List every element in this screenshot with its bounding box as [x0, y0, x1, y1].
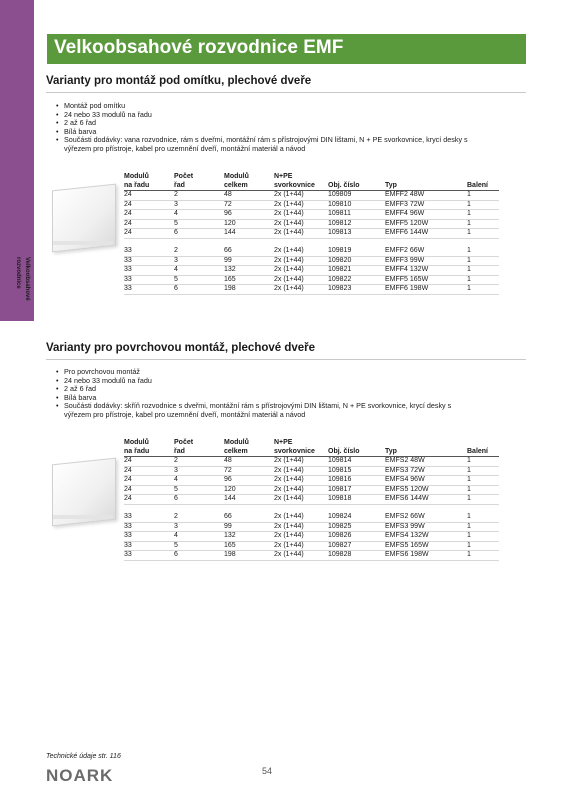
table-cell: 165 — [224, 541, 274, 551]
table-cell: 1 — [467, 200, 499, 210]
table-cell: 1 — [467, 532, 499, 542]
table-cell: 1 — [467, 513, 499, 522]
table-cell: 1 — [467, 476, 499, 486]
feature-item: • Montáž pod omítku — [56, 102, 476, 111]
table-cell: EMFF2 48W — [385, 191, 467, 201]
table-row — [124, 266, 499, 276]
table-row — [124, 256, 499, 266]
table-cell: 2 — [174, 457, 224, 467]
table-cell: 96 — [224, 210, 274, 220]
table-cell: EMFF3 72W — [385, 200, 467, 210]
table-cell: 132 — [224, 532, 274, 542]
table-cell: 1 — [467, 495, 499, 505]
section-title-surface: Varianty pro povrchovou montáž, plechové dveře — [46, 342, 316, 354]
feature-item: • Bílá barva — [56, 394, 476, 403]
table-cell: 6 — [174, 551, 224, 561]
section-divider — [46, 92, 526, 93]
table-cell: 33 — [124, 266, 174, 276]
table-cell: 24 — [124, 191, 174, 201]
table-cell: 2x (1+44) — [274, 266, 328, 276]
table-cell: EMFF6 198W — [385, 285, 467, 295]
column-header: N+PE svorkovnice — [274, 173, 315, 189]
table-cell: 2x (1+44) — [274, 457, 328, 467]
table-cell: 66 — [224, 513, 274, 522]
table-cell: 99 — [224, 522, 274, 532]
table-cell: 2x (1+44) — [274, 495, 328, 505]
table-cell: 2x (1+44) — [274, 200, 328, 210]
table-cell: 2x (1+44) — [274, 210, 328, 220]
table-cell: 109827 — [328, 541, 385, 551]
table-cell: 109820 — [328, 256, 385, 266]
table-cell: EMFS2 48W — [385, 457, 467, 467]
table-cell: EMFF5 165W — [385, 275, 467, 285]
table-cell: EMFF5 120W — [385, 219, 467, 229]
table-cell: 1 — [467, 522, 499, 532]
table-cell: 1 — [467, 285, 499, 295]
table-row — [124, 210, 499, 220]
table-cell: 1 — [467, 266, 499, 276]
section-title-flush: Varianty pro montáž pod omítku, plechové dveře — [46, 75, 312, 87]
table-row — [124, 476, 499, 486]
table-cell: 99 — [224, 256, 274, 266]
table-cell: EMFF3 99W — [385, 256, 467, 266]
table-cell: 2x (1+44) — [274, 541, 328, 551]
table-cell: 120 — [224, 219, 274, 229]
technical-data-note: Technické údaje str. 116 — [46, 753, 121, 760]
table-cell: 33 — [124, 522, 174, 532]
table-cell: 2x (1+44) — [274, 551, 328, 561]
table-cell: EMFS5 165W — [385, 541, 467, 551]
table-row — [124, 200, 499, 210]
table-row — [124, 513, 499, 522]
table-cell: 2x (1+44) — [274, 229, 328, 239]
table-cell: 109809 — [328, 191, 385, 201]
table-cell: 109811 — [328, 210, 385, 220]
table-cell: 48 — [224, 191, 274, 201]
table-cell: EMFS2 66W — [385, 513, 467, 522]
table-cell: 4 — [174, 266, 224, 276]
table-cell: EMFS3 99W — [385, 522, 467, 532]
table-cell: 109823 — [328, 285, 385, 295]
table-cell: 33 — [124, 513, 174, 522]
table-row — [124, 495, 499, 505]
table-cell: 1 — [467, 466, 499, 476]
column-header: Balení — [467, 181, 489, 189]
header-bar — [47, 34, 526, 64]
table-cell: 2x (1+44) — [274, 191, 328, 201]
table-cell: 33 — [124, 551, 174, 561]
table-cell: 4 — [174, 532, 224, 542]
table-cell: 72 — [224, 466, 274, 476]
table-cell: 2x (1+44) — [274, 485, 328, 495]
table-cell: 198 — [224, 551, 274, 561]
feature-item: • Součásti dodávky: skříň rozvodnice s dveřmi, montážní rám s přístrojovými DIN lištami, N + PE svorkovnice, krycí desky s výřezem pro přístroje, kabel pro uzemnění dveří, montážní materiál a návod — [56, 402, 476, 419]
column-header: Počet řad — [174, 439, 194, 455]
table-cell: 33 — [124, 256, 174, 266]
table-cell: 2 — [174, 191, 224, 201]
column-header: Obj. číslo — [328, 181, 360, 189]
table-cell: 1 — [467, 541, 499, 551]
table-cell: EMFS3 72W — [385, 466, 467, 476]
table-cell: 96 — [224, 476, 274, 486]
table-cell: 109825 — [328, 522, 385, 532]
table-header-row — [124, 436, 499, 457]
table-cell: 1 — [467, 457, 499, 467]
column-header: N+PE svorkovnice — [274, 439, 315, 455]
table-cell: 72 — [224, 200, 274, 210]
table-cell: 1 — [467, 210, 499, 220]
table-cell: 4 — [174, 476, 224, 486]
table-cell: 24 — [124, 229, 174, 239]
table-cell: 24 — [124, 210, 174, 220]
table-cell: 109824 — [328, 513, 385, 522]
table-cell: 109819 — [328, 247, 385, 256]
side-tab-label — [3, 257, 31, 317]
table-cell: 144 — [224, 495, 274, 505]
table-cell: 2x (1+44) — [274, 532, 328, 542]
table-row — [124, 541, 499, 551]
table-cell: 24 — [124, 219, 174, 229]
table-cell: 2x (1+44) — [274, 285, 328, 295]
table-cell: 5 — [174, 219, 224, 229]
table-cell: 165 — [224, 275, 274, 285]
table-cell: 5 — [174, 485, 224, 495]
table-row — [124, 285, 499, 295]
feature-item: • Součásti dodávky: vana rozvodnice, rám s dveřmi, montážní rám s přístrojovými DIN lištami, N + PE svorkovnice, krycí desky s výřezem pro přístroje, kabel pro uzemnění dveří, montážní materiál a návod — [56, 136, 476, 153]
feature-list-flush — [56, 102, 476, 154]
table-cell: 24 — [124, 200, 174, 210]
table-cell: 2x (1+44) — [274, 219, 328, 229]
table-group-gap — [124, 238, 499, 247]
table-cell: 2x (1+44) — [274, 256, 328, 266]
table-cell: 2x (1+44) — [274, 247, 328, 256]
table-cell: EMFS4 132W — [385, 532, 467, 542]
table-row — [124, 229, 499, 239]
table-cell: 33 — [124, 275, 174, 285]
table-cell: 109828 — [328, 551, 385, 561]
table-cell: 109818 — [328, 495, 385, 505]
table-cell: 3 — [174, 522, 224, 532]
table-row — [124, 191, 499, 201]
table-cell: 2 — [174, 513, 224, 522]
table-cell: EMFS6 198W — [385, 551, 467, 561]
table-cell: 6 — [174, 229, 224, 239]
table-cell: 24 — [124, 466, 174, 476]
table-cell: EMFF2 66W — [385, 247, 467, 256]
table-cell: EMFS6 144W — [385, 495, 467, 505]
table-cell: 1 — [467, 256, 499, 266]
table-cell: 3 — [174, 466, 224, 476]
table-cell: 24 — [124, 457, 174, 467]
table-cell: 198 — [224, 285, 274, 295]
table-cell: 6 — [174, 285, 224, 295]
table-cell: 1 — [467, 485, 499, 495]
table-cell: 24 — [124, 485, 174, 495]
column-header: Obj. číslo — [328, 447, 360, 455]
table-cell: 1 — [467, 275, 499, 285]
table-cell: EMFS5 120W — [385, 485, 467, 495]
table-cell: 33 — [124, 541, 174, 551]
feature-item: • 2 až 6 řad — [56, 385, 476, 394]
table-cell: 2x (1+44) — [274, 466, 328, 476]
table-cell: 109813 — [328, 229, 385, 239]
column-header: Typ — [385, 181, 397, 189]
column-header: Modulů na řadu — [124, 439, 150, 455]
column-header: Počet řad — [174, 173, 194, 189]
table-cell: 33 — [124, 532, 174, 542]
table-row — [124, 551, 499, 561]
table-cell: 2 — [174, 247, 224, 256]
table-cell: 109817 — [328, 485, 385, 495]
table-row — [124, 485, 499, 495]
column-header: Typ — [385, 447, 397, 455]
table-cell: EMFF6 144W — [385, 229, 467, 239]
table-row — [124, 275, 499, 285]
table-cell: 109816 — [328, 476, 385, 486]
table-cell: 48 — [224, 457, 274, 467]
table-cell: 109810 — [328, 200, 385, 210]
table-row — [124, 466, 499, 476]
table-cell: 1 — [467, 191, 499, 201]
side-tab-line1: Velkoobsahové — [24, 257, 30, 301]
table-cell: 5 — [174, 275, 224, 285]
feature-list-surface — [56, 368, 476, 420]
table-cell: 1 — [467, 247, 499, 256]
column-header: Modulů celkem — [224, 439, 249, 455]
table-cell: EMFF4 132W — [385, 266, 467, 276]
table-cell: 132 — [224, 266, 274, 276]
noark-logo: NOARK — [46, 766, 114, 785]
feature-item: • Bílá barva — [56, 128, 476, 137]
table-cell: 3 — [174, 256, 224, 266]
table-cell: 2x (1+44) — [274, 275, 328, 285]
table-cell: 1 — [467, 229, 499, 239]
table-cell: 1 — [467, 219, 499, 229]
table-row — [124, 532, 499, 542]
table-cell: 33 — [124, 285, 174, 295]
table-cell: 109812 — [328, 219, 385, 229]
table-cell: EMFF4 96W — [385, 210, 467, 220]
table-cell: 109822 — [328, 275, 385, 285]
column-header: Modulů na řadu — [124, 173, 150, 189]
table-cell: 109821 — [328, 266, 385, 276]
table-cell: 24 — [124, 476, 174, 486]
table-cell: 66 — [224, 247, 274, 256]
table-cell: 144 — [224, 229, 274, 239]
section-divider — [46, 359, 526, 360]
column-header: Modulů celkem — [224, 173, 249, 189]
table-header-row — [124, 170, 499, 191]
table-row — [124, 219, 499, 229]
table-cell: 3 — [174, 200, 224, 210]
table-row — [124, 522, 499, 532]
page-title: Velkoobsahové rozvodnice EMF — [54, 37, 344, 58]
product-table-surface — [124, 436, 499, 561]
product-table-flush — [124, 170, 499, 295]
table-cell: 33 — [124, 247, 174, 256]
table-row — [124, 247, 499, 256]
product-image-surface — [50, 457, 116, 525]
table-group-gap — [124, 504, 499, 513]
table-cell: EMFS4 96W — [385, 476, 467, 486]
table-cell: 2x (1+44) — [274, 513, 328, 522]
product-image-flush — [50, 183, 116, 251]
feature-item: • 2 až 6 řad — [56, 119, 476, 128]
table-cell: 120 — [224, 485, 274, 495]
table-cell: 109826 — [328, 532, 385, 542]
table-cell: 2x (1+44) — [274, 476, 328, 486]
table-cell: 6 — [174, 495, 224, 505]
table-cell: 24 — [124, 495, 174, 505]
feature-item: • 24 nebo 33 modulů na řadu — [56, 377, 476, 386]
feature-item: • 24 nebo 33 modulů na řadu — [56, 111, 476, 120]
table-row — [124, 457, 499, 467]
page-number: 54 — [262, 766, 273, 776]
table-cell: 2x (1+44) — [274, 522, 328, 532]
table-cell: 1 — [467, 551, 499, 561]
table-cell: 5 — [174, 541, 224, 551]
column-header: Balení — [467, 447, 489, 455]
side-tab — [0, 0, 34, 321]
side-tab-line2: rozvodnice — [15, 257, 21, 289]
table-cell: 109815 — [328, 466, 385, 476]
table-cell: 4 — [174, 210, 224, 220]
feature-item: • Pro povrchovou montáž — [56, 368, 476, 377]
table-cell: 109814 — [328, 457, 385, 467]
